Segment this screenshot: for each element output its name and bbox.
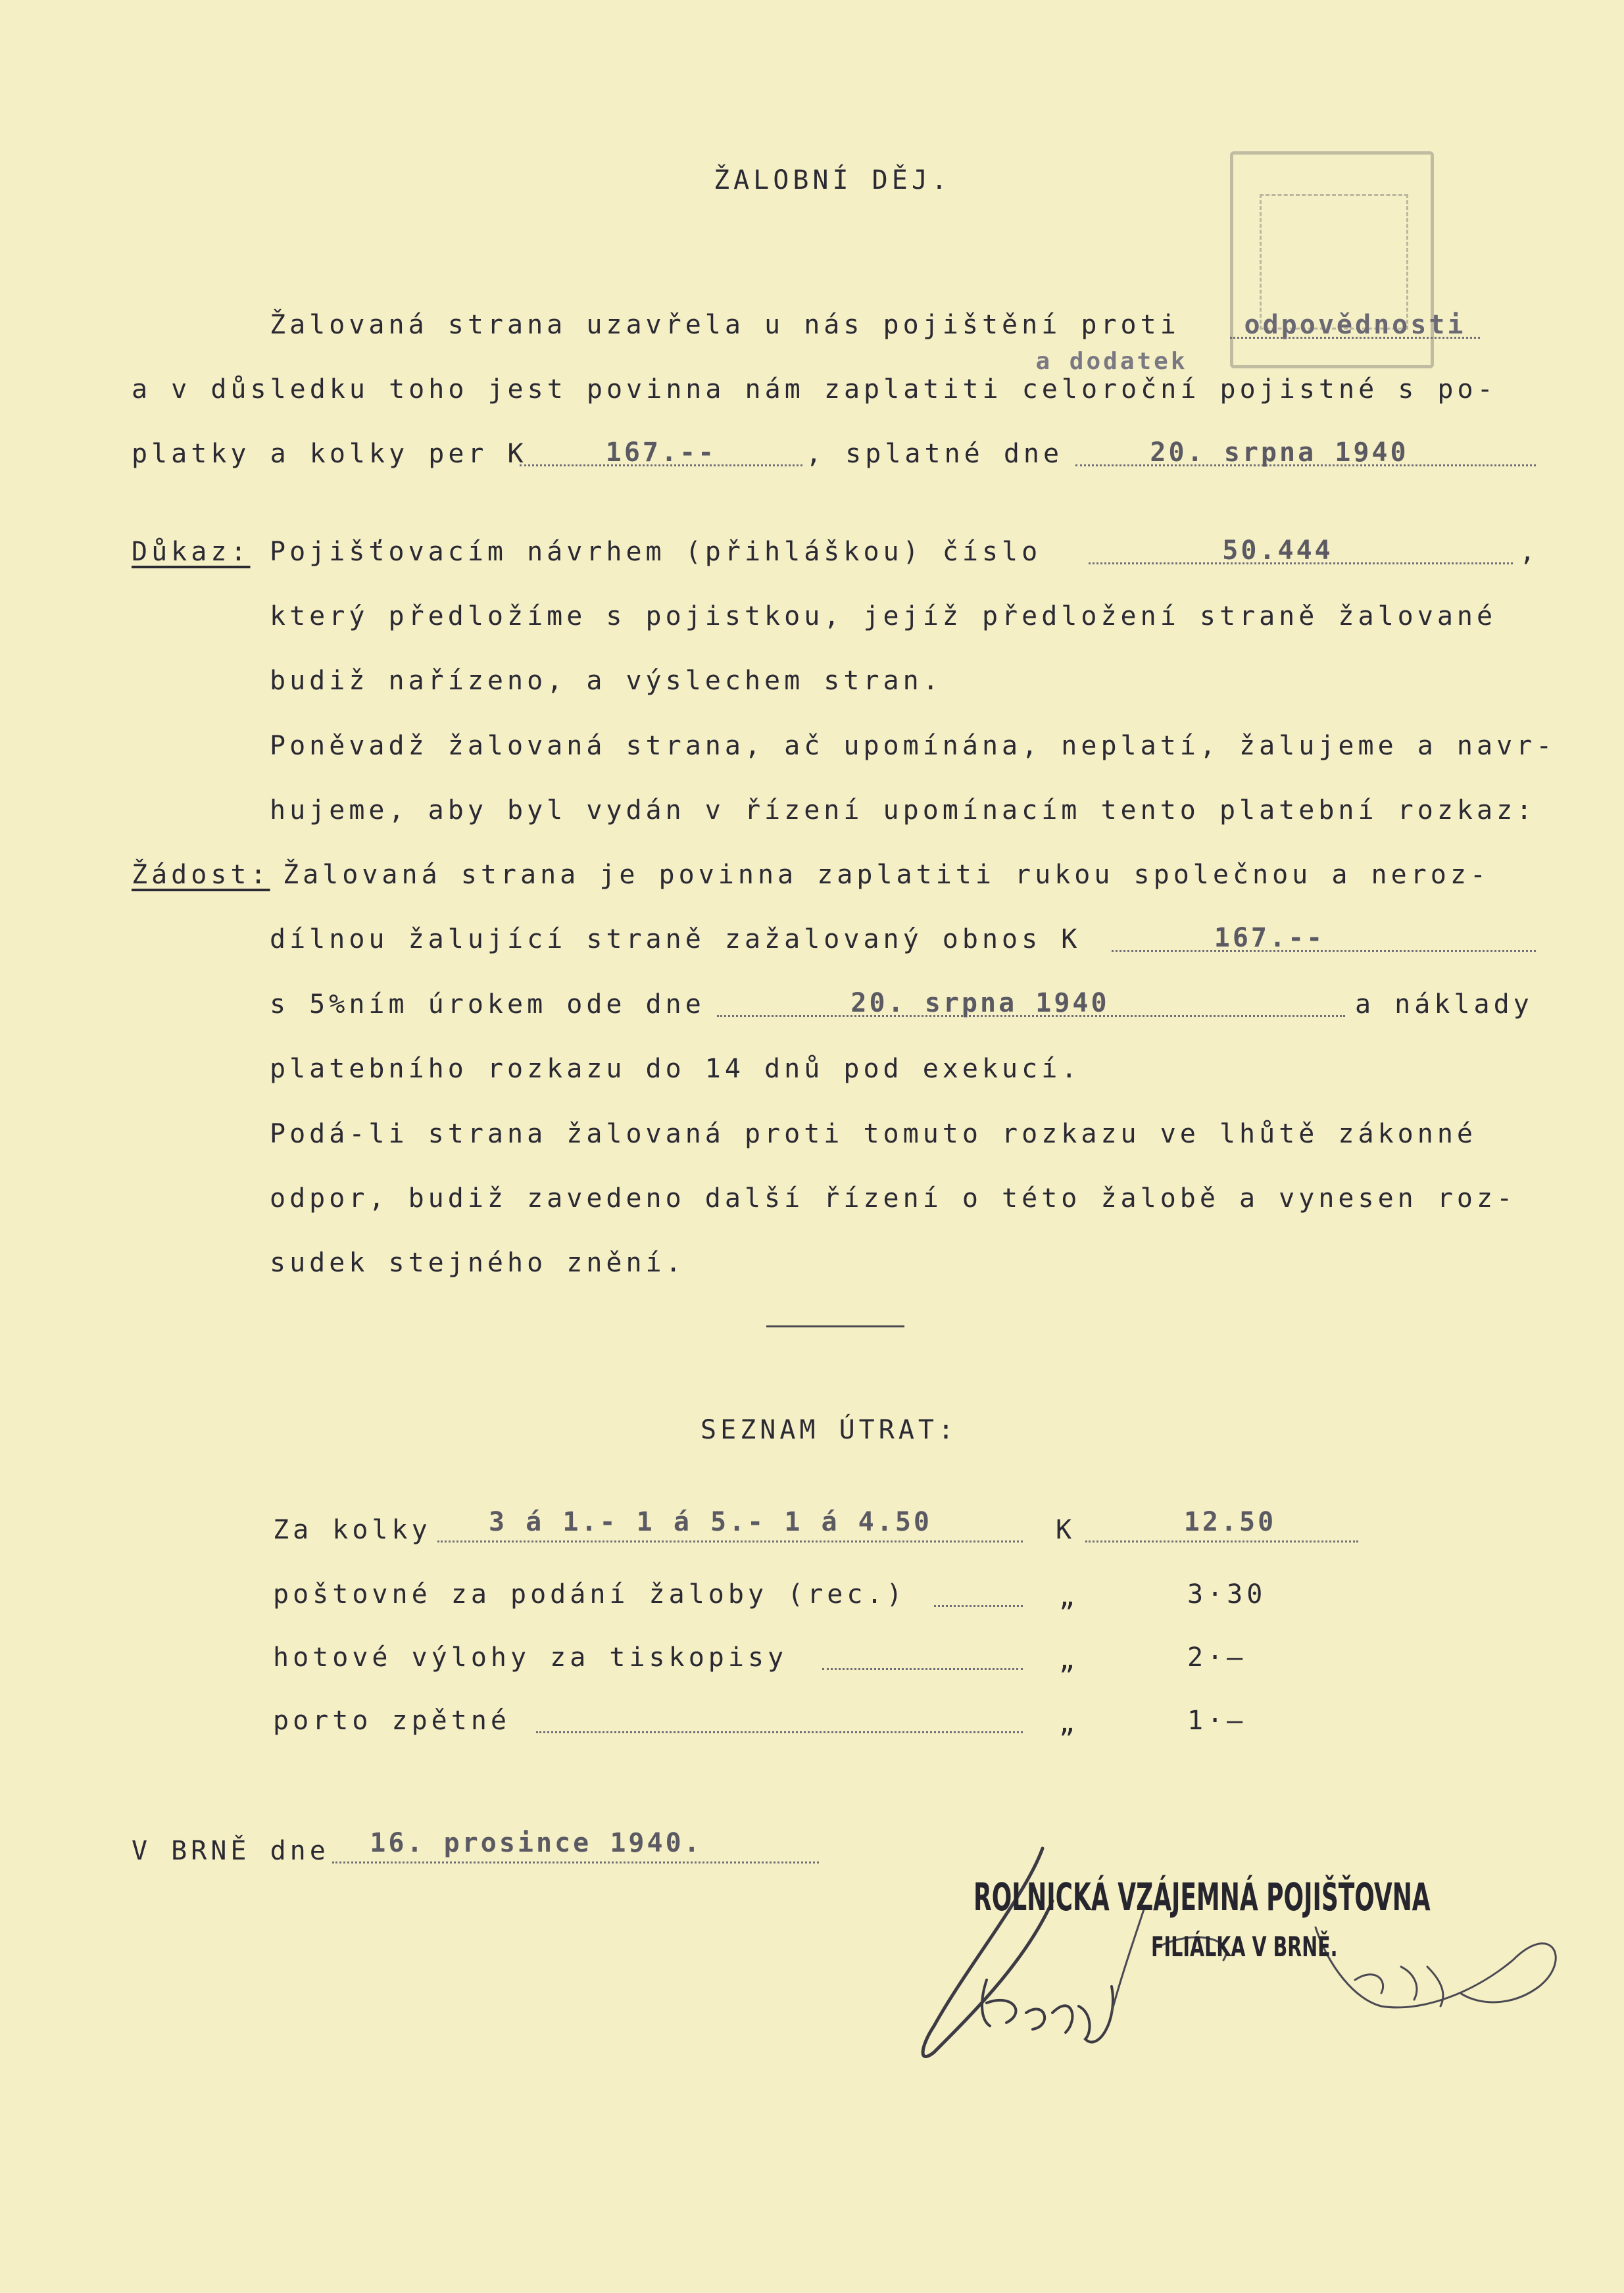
dukaz-line-3: budiž nařízeno, a výslechem stran. [270, 666, 943, 696]
cost-label: poštovné za podání žaloby (rec.) [273, 1579, 906, 1610]
intro-line-3b: , splatné dne [806, 439, 1064, 469]
cost-value: 12.50 [1183, 1507, 1277, 1537]
cost-label: porto zpětné [273, 1706, 510, 1736]
intro-due-date: 20. srpna 1940 [1150, 437, 1409, 468]
cost-value: 2·— [1187, 1642, 1247, 1673]
place-label: V BRNĚ dne [132, 1836, 330, 1866]
place-date: 16. prosince 1940. [370, 1828, 702, 1858]
cost-detail: 3 á 1.- 1 á 5.- 1 á 4.50 [489, 1507, 932, 1537]
interest-date: 20. srpna 1940 [850, 988, 1110, 1018]
company-block [973, 1875, 1565, 1986]
claim-amount: 167.-- [1214, 923, 1325, 953]
cost-currency: „ [1059, 1645, 1079, 1675]
place-date-dots [332, 1862, 819, 1863]
section-divider [766, 1325, 904, 1327]
cost-label: hotové výlohy za tiskopisy [273, 1642, 788, 1673]
zadost-line-2: dílnou žalující straně zažalovaný obnos K [270, 924, 1081, 954]
company-name-line: ROLNICKÁ VZÁJEMNÁ POJIŠŤOVNA [973, 1875, 1431, 1919]
intro-line-2: a v důsledku toho jest povinna nám zaplatiti celoroční pojistné s po- [132, 374, 1497, 405]
zadost-label: Žádost: [132, 860, 270, 890]
cost-label: Za kolky [273, 1515, 431, 1545]
intro-line-3a: platky a kolky per K [132, 439, 528, 469]
intro-line-1-dots [1230, 337, 1480, 339]
cost-dots [822, 1668, 1023, 1670]
stamp-text-2: a dodatek [1035, 348, 1188, 375]
cost-currency: „ [1059, 1708, 1079, 1738]
intro-line-1: Žalovaná strana uzavřela u nás pojištění proti [270, 310, 1180, 340]
zadost-line-4: platebního rozkazu do 14 dnů pod exekucí. [270, 1054, 1081, 1084]
zadost-line-5: Podá-li strana žalovaná proti tomuto rozkazu ve lhůtě zákonné [270, 1119, 1477, 1149]
dukaz-line-4: Poněvadž žalovaná strana, ač upomínána, neplatí, žalujeme a navr- [270, 731, 1556, 761]
proposal-number: 50.444 [1222, 535, 1333, 566]
costs-heading: SEZNAM ÚTRAT: [701, 1415, 958, 1445]
document-title: ŽALOBNÍ DĚJ. [714, 165, 951, 195]
dukaz-line-2: který předložíme s pojistkou, jejíž předložení straně žalované [270, 601, 1497, 631]
zadost-line-3a: s 5%ním úrokem ode dne [270, 989, 705, 1020]
dukaz-label: Důkaz: [132, 537, 251, 567]
dukaz-line-1: Pojišťovacím návrhem (přihláškou) číslo [270, 537, 1042, 567]
cost-value: 3·30 [1187, 1579, 1267, 1610]
cost-dots [934, 1605, 1023, 1607]
zadost-line-3b: a náklady [1355, 989, 1533, 1020]
cost-value: 1·— [1187, 1706, 1247, 1736]
cost-currency: K [1056, 1515, 1076, 1545]
zadost-line-7: sudek stejného znění. [270, 1248, 685, 1278]
cost-dots [437, 1541, 1023, 1542]
intro-amount: 167.-- [605, 437, 717, 468]
stamp-text: odpovědnosti [1244, 310, 1466, 340]
cost-currency: „ [1059, 1582, 1079, 1612]
company-branch-line: FILIÁLKA V BRNĚ. [1151, 1931, 1338, 1963]
dukaz-line-5: hujeme, aby byl vydán v řízení upomínacím tento platební rozkaz: [270, 795, 1537, 826]
cost-value-dots [1085, 1541, 1358, 1542]
zadost-line-6: odpor, budiž zavedeno další řízení o této žalobě a vynesen roz- [270, 1183, 1517, 1214]
zadost-line-1: Žalovaná strana je povinna zaplatiti rukou společnou a neroz- [283, 860, 1490, 890]
dukaz-comma: , [1519, 537, 1540, 567]
cost-dots [536, 1731, 1023, 1733]
